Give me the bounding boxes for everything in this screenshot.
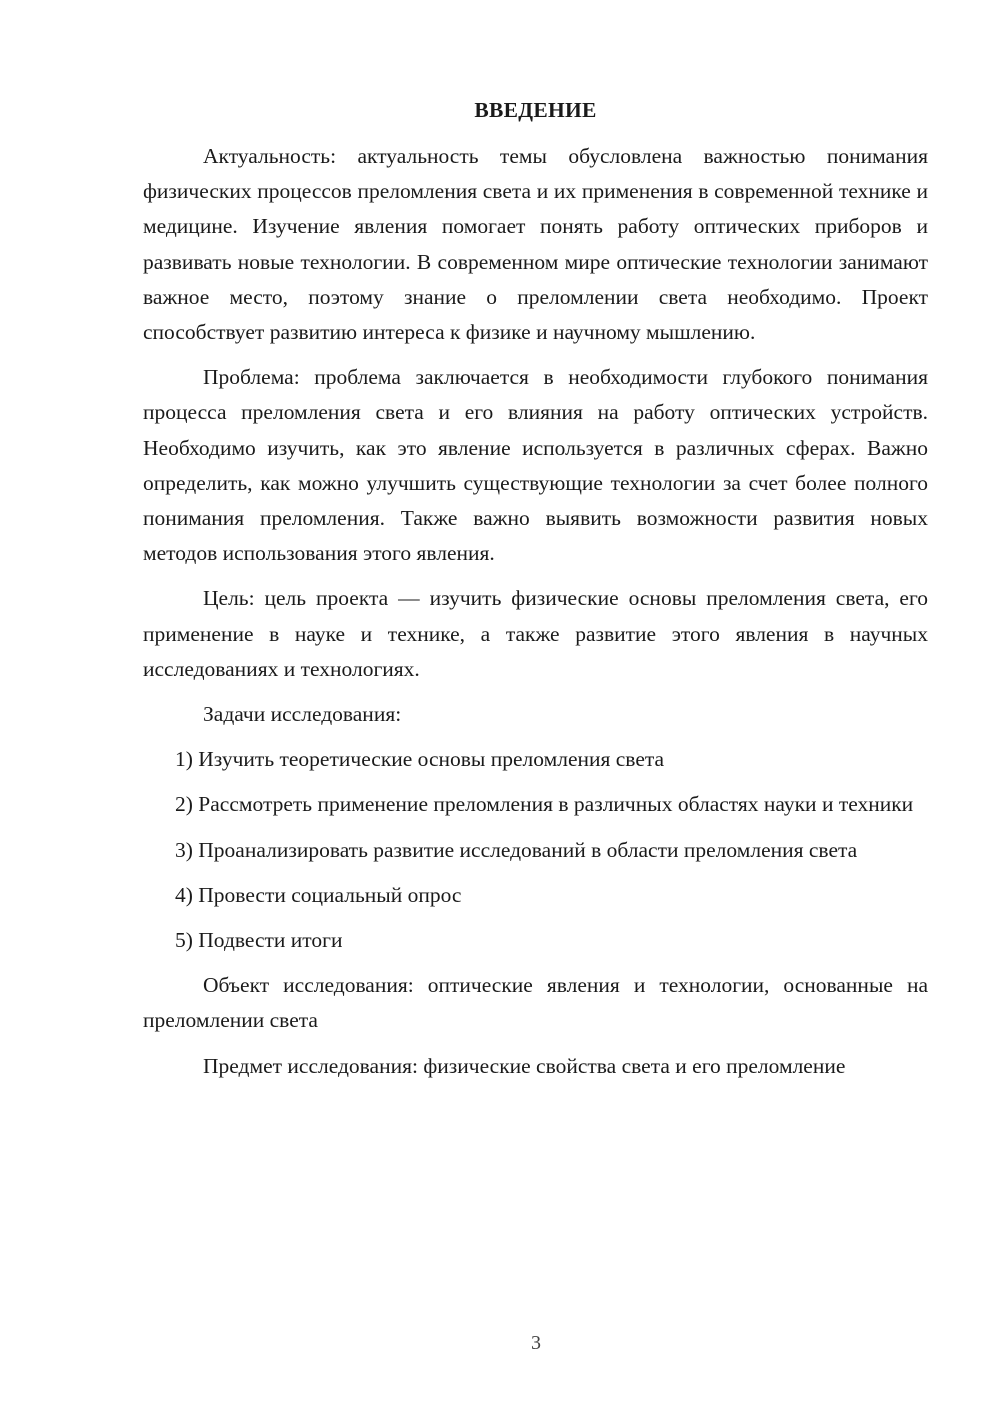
page-number: 3 bbox=[531, 1332, 541, 1354]
task-item-5: 5) Подвести итоги bbox=[175, 928, 343, 953]
task-item-2: 2) Рассмотреть применение преломления в различных областях науки и техники bbox=[175, 792, 914, 817]
task-item-3: 3) Проанализировать развитие исследований в области преломления света bbox=[175, 837, 858, 862]
task-item-1: 1) Изучить теоретические основы преломления света bbox=[175, 747, 665, 772]
subject-paragraph: Предмет исследования: физические свойства света и его преломление bbox=[203, 1053, 846, 1078]
tasks-heading: Задачи исследования: bbox=[203, 702, 402, 727]
section-title: ВВЕДЕНИЕ bbox=[474, 98, 597, 122]
task-item-4: 4) Провести социальный опрос bbox=[175, 882, 462, 907]
object-paragraph: Объект исследования: оптические явления и технологии, основанные на преломлении света bbox=[143, 973, 928, 1033]
goal-paragraph: Цель: цель проекта — изучить физические основы преломления света, его применение в науке и технике, а также развитие этого явления в научных исследованиях и технологиях. bbox=[143, 586, 928, 681]
relevance-paragraph: Актуальность: актуальность темы обусловлена важностью понимания физических процессов преломления света и их применения в современной технике и медицине. Изучение явления помогает понять работу оптических приборов и развивать новые технологии. В современном мире оптические технологии занимают важное место, поэтому знание о преломлении света необходимо. Проект способствует развитию интереса к физике и научному мышлению. bbox=[143, 144, 928, 345]
problem-paragraph: Проблема: проблема заключается в необходимости глубокого понимания процесса преломления света и его влияния на работу оптических устройств. Необходимо изучить, как это явление используется в различных сферах. Важно определить, как можно улучшить существующие технологии за счет более полного понимания преломления. Также важно выявить возможности развития новых методов использования этого явления. bbox=[143, 365, 928, 566]
document-page bbox=[143, 95, 928, 1084]
